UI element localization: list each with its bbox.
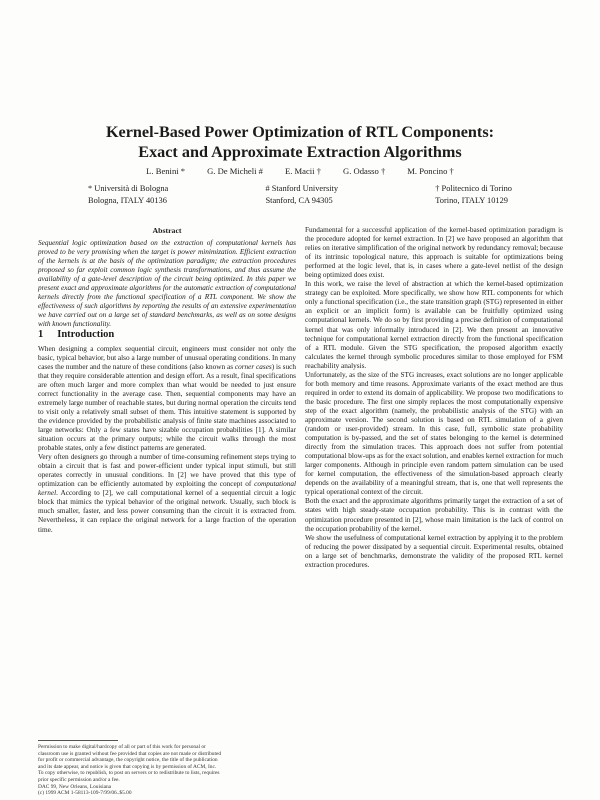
right-column (305, 226, 563, 766)
right-paragraph-5: We show the usefulness of computational kernel extraction by applying it to the problem of reducing the power dissipated by a sequential circuit. Experimental results, obtained on a large set of benchmarks, demonstrate the validity of the proposed RTL kernel extraction procedures. (305, 533, 563, 569)
left-column (38, 226, 296, 766)
section-title: Introduction (57, 328, 115, 340)
right-paragraph-4: Both the exact and the approximate algorithms primarily target the extraction of a set of states with high steady-state occupation probability. This is in contrast with the optimization procedure presented in [2], whose main limitation is the lack of control on the occupation probability of the kernel. (305, 497, 563, 533)
author: G. De Micheli # (207, 166, 263, 176)
author-list (40, 166, 560, 176)
abstract-heading: Abstract (152, 226, 182, 235)
paper-title (40, 122, 560, 162)
abstract-body: Sequential logic optimization based on the extraction of computational kernels has proved to be very promising when the target is power minimization. Efficient extraction of the kernels is at the basis of the optimization paradigm; the extraction procedures proposed so far exploit common logic synthesis transformations, and thus assume the availability of a gate-level description of the circuit being optimized. In this paper we present exact and approximate algorithms for the automatic extraction of computational kernels directly from the functional specification of a RTL component. We show the effectiveness of such algorithms by reporting the results of an extensive experimentation we have carried out on a large set of standard benchmarks, as well as on some designs with known functionality. (38, 239, 296, 329)
author: E. Macii † (284, 166, 321, 176)
section-number: 1 (38, 328, 44, 340)
intro-paragraph-1: When designing a complex sequential circuit, engineers must consider not only the basic, typical behavior, but also a large number of unusual operating conditions. In many cases the number and the nature of these conditions (also known as corner cases) is such that they require considerable attention and design effort. As a result, final specifications are often much larger and more complex than what would be needed to just ensure correct functionality in the average case. Then, sequential components may have an extremely large number of reachable states, but during normal operation the circuits tend to visit only a relatively small subset of them. This intuitive statement is supported by the evidence provided by the probabilistic analysis of finite state machines associated to large networks: Only a few states have sizable occupation probabilities [1]. A similar situation occurs at the primary outputs; while the circuit walks through the most probable states, only a few distinct patterns are generated. (38, 344, 296, 453)
right-paragraph-1: Fundamental for a successful application of the kernel-based optimization paradigm is the procedure adopted for kernel extraction. In [2] we have proposed an algorithm that relies on iterative simplification of the original network by redundancy removal; because of its intrinsic topological nature, this approach is suitable for optimizations being performed at the logic level, that is, in cases where a gate-level netlist of the design being optimized does exist. (305, 226, 563, 280)
section-heading (38, 330, 296, 339)
affiliation: # Stanford University Stanford, CA 94305 (265, 184, 339, 205)
intro-paragraph-2: Very often designers go through a number of time-consuming refinement steps trying to obtain a circuit that is fast and power-efficient under typical input stimuli, but still operates correctly in unusual conditions. In [2] we have proved that this type of optimization can be efficiently automated by exploiting the concept of computational kernel. According to [2], we call computational kernel of a sequential circuit a logic block that mimics the typical behavior of the original network. Usually, such block is much smaller, faster, and less power consuming than the circuit it is extracted from. Nevertheless, it can replace the original network for a large fraction of the operation time. (38, 453, 296, 534)
title-line-1: Kernel-Based Power Optimization of RTL Components: (105, 123, 495, 141)
author: G. Odasso † (343, 166, 386, 176)
affiliation: * Università di Bologna Bologna, ITALY 40136 (88, 184, 169, 205)
title-line-2: Exact and Approximate Extraction Algorithms (138, 143, 462, 161)
affiliation: † Politecnico di Torino Torino, ITALY 10129 (435, 184, 512, 205)
right-paragraph-3: Unfortunately, as the size of the STG increases, exact solutions are no longer applicable for both memory and time reasons. Approximate variants of the exact method are thus required in order to extend its domain of applicability. We propose two modifications to the basic procedure. The first one simply replaces the most computationally expensive step of the exact algorithm (namely, the probabilistic analysis of the STG) with an approximate version. The second solution is based on RTL simulation of a given (random or user-provided) stream. In this case, full, symbolic state probability computation is by-passed, and the set of states belonging to the kernel is determined directly from the simulation traces. This approach does not suffer from potential computational blow-ups as for the exact solution, and enables kernel extraction for much larger components. Although in principle even random pattern simulation can be used for kernel computation, the effectiveness of the simulation-based approach clearly depends on the availability of a meaningful stream, that is, one that well represents the typical operational context of the circuit. (305, 370, 563, 497)
author: L. Benini * (146, 166, 186, 176)
affiliation-list (40, 183, 560, 206)
copyright-footnote: Permission to make digital/hardcopy of all or part of this work for personal or classroom use is granted without fee provided that copies are not made or distributed for profit or commercial advantage, the copyright notice, the title of the publication and its date appear, and notice is given that copying is by permission of ACM, Inc. To copy otherwise, to republish, to post on servers or to redistribute to lists, requires prior specific permission and/or a fee. DAC 99, New Orleans, Louisiana (c) 1999 ACM 1-58113-109-7/99/06..$5.00 (38, 744, 222, 797)
right-paragraph-2: In this work, we raise the level of abstraction at which the kernel-based optimization strategy can be exploited. More specifically, we show how RTL components for which only a functional specification (i.e., the state transition graph (STG) represented in either an explicit or an implicit form) is available can be fruitfully optimized using computational kernels. We do so by first providing a precise definition of computational kernel that was only informally introduced in [2]. We then present an innovative technique for computational kernel extraction directly from the functional specification of a RTL module. Given the STG specification, the proposed algorithm exactly calculates the kernel through symbolic procedures similar to those employed for FSM reachability analysis. (305, 280, 563, 370)
author: M. Poncino † (407, 166, 454, 176)
footnote-rule (38, 740, 118, 741)
